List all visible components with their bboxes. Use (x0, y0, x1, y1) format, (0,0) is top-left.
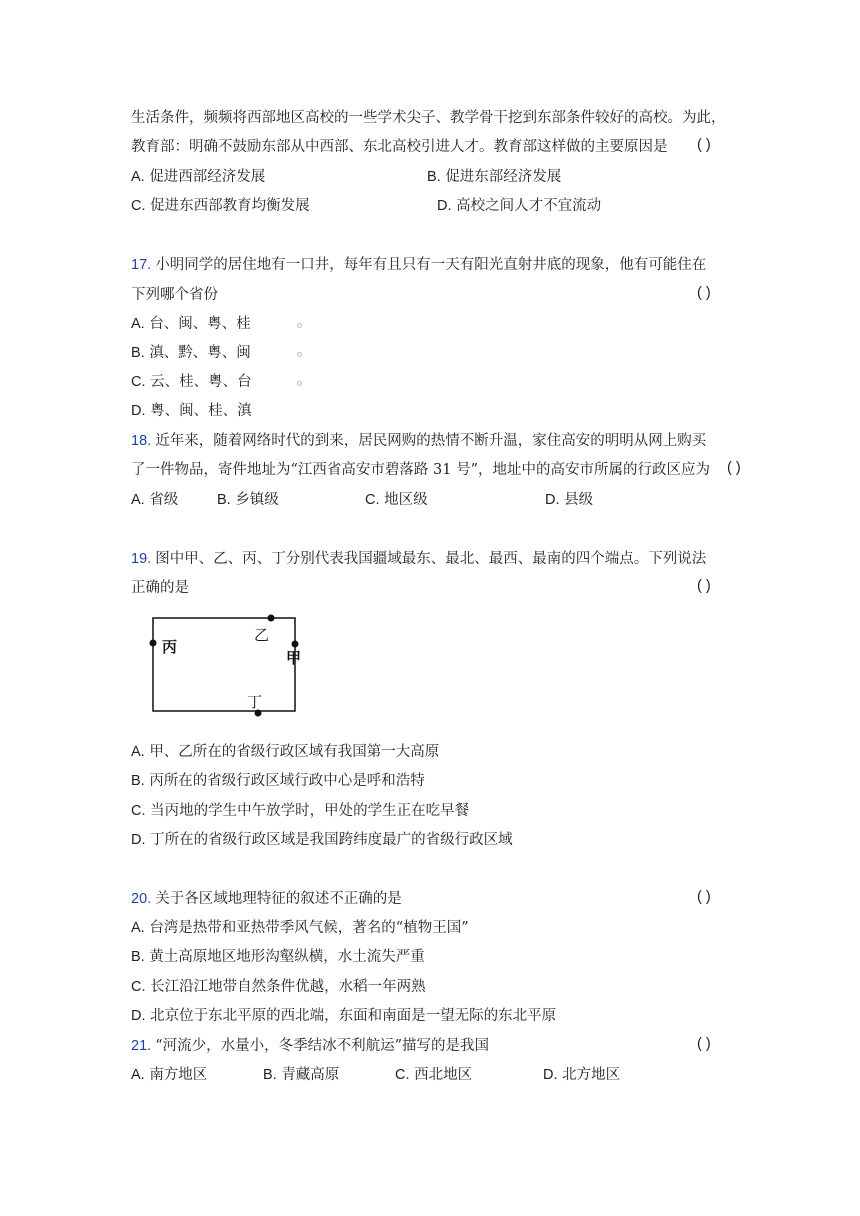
scan-mark (297, 352, 302, 357)
territory-extremes-diagram (140, 610, 310, 722)
option-c: C. 当丙地的学生中午放学时，甲处的学生正在吃早餐 (131, 803, 470, 819)
option-d: D. 北京位于东北平原的西北端，东面和南面是一望无际的东北平原 (131, 1008, 557, 1024)
option-c: C. 西北地区 (395, 1067, 473, 1083)
point-yi (268, 615, 275, 622)
option-a: A. 促进西部经济发展 (131, 169, 266, 185)
option-b: B. 青藏高原 (263, 1067, 340, 1083)
question-number: 20 (131, 891, 148, 907)
answer-parentheses: ( ) (697, 889, 711, 905)
question-18-text: 18. 近年来，随着网络时代的到来，居民网购的热情不断升温，家住高安的明明从网上购买 (131, 433, 707, 449)
label-ding: 丁 (247, 693, 263, 711)
answer-parentheses: ( ) (697, 137, 711, 153)
point-bing (150, 640, 157, 647)
label-jia: 甲 (286, 649, 302, 667)
answer-parentheses: ( ) (697, 285, 711, 301)
option-a: A. 甲、乙所在的省级行政区域有我国第一大高原 (131, 744, 440, 760)
question-17-text: 17. 小明同学的居住地有一口井，每年有且只有一天有阳光直射井底的现象，他有可能住在 (131, 257, 707, 273)
option-c: C. 地区级 (365, 492, 428, 508)
question-number: 18 (131, 433, 148, 449)
question-number: 21 (131, 1038, 148, 1054)
question-text: 生活条件，频频将西部地区高校的一些学术尖子、教学骨干挖到东部条件较好的高校。为此， (131, 110, 726, 126)
question-21-text: 21. “河流少，水量小，冬季结冰不利航运”描写的是我国 (131, 1038, 490, 1054)
option-b: B. 滇、黔、粤、闽 (131, 345, 251, 361)
scan-mark (297, 323, 302, 328)
question-number: 17 (131, 257, 148, 273)
question-text: 正确的是 (131, 580, 189, 596)
question-text: 下列哪个省份 (131, 287, 218, 303)
question-text: 教育部：明确不鼓励东部从中西部、东北高校引进人才。教育部这样做的主要原因是 (131, 139, 668, 155)
option-d: D. 丁所在的省级行政区域是我国跨纬度最广的省级行政区域 (131, 832, 513, 848)
question-20-text: 20. 关于各区域地理特征的叙述不正确的是 (131, 891, 402, 907)
option-d: D. 高校之间人才不宜流动 (437, 198, 602, 214)
option-c: C. 促进东西部教育均衡发展 (131, 198, 310, 214)
option-a: A. 省级 (131, 492, 179, 508)
option-b: B. 乡镇级 (217, 492, 279, 508)
option-c: C. 长江沿江地带自然条件优越，水稻一年两熟 (131, 979, 426, 995)
scan-mark (297, 381, 302, 386)
option-b: B. 丙所在的省级行政区域行政中心是呼和浩特 (131, 773, 425, 789)
answer-parentheses: ( ) (727, 460, 741, 476)
question-19-text: 19. 图中甲、乙、丙、丁分别代表我国疆域最东、最北、最西、最南的四个端点。下列说法 (131, 551, 707, 567)
option-a: A. 台湾是热带和亚热带季风气候，著名的“植物王国” (131, 920, 469, 936)
option-b: B. 促进东部经济发展 (427, 169, 562, 185)
question-number: 19 (131, 551, 148, 567)
option-d: D. 粤、闽、桂、滇 (131, 403, 252, 419)
answer-parentheses: ( ) (697, 1036, 711, 1052)
option-a: A. 台、闽、粤、桂 (131, 316, 251, 332)
option-d: D. 县级 (545, 492, 594, 508)
option-d: D. 北方地区 (543, 1067, 621, 1083)
diagram-frame (140, 610, 310, 722)
question-text: 了一件物品，寄件地址为“江西省高安市碧落路 31 号”，地址中的高安市所属的行政区应为 (131, 462, 710, 478)
label-bing: 丙 (162, 638, 178, 656)
option-c: C. 云、桂、粤、台 (131, 374, 252, 390)
option-b: B. 黄土高原地区地形沟壑纵横，水土流失严重 (131, 949, 425, 965)
option-a: A. 南方地区 (131, 1067, 208, 1083)
answer-parentheses: ( ) (697, 578, 711, 594)
label-yi: 乙 (254, 626, 270, 644)
